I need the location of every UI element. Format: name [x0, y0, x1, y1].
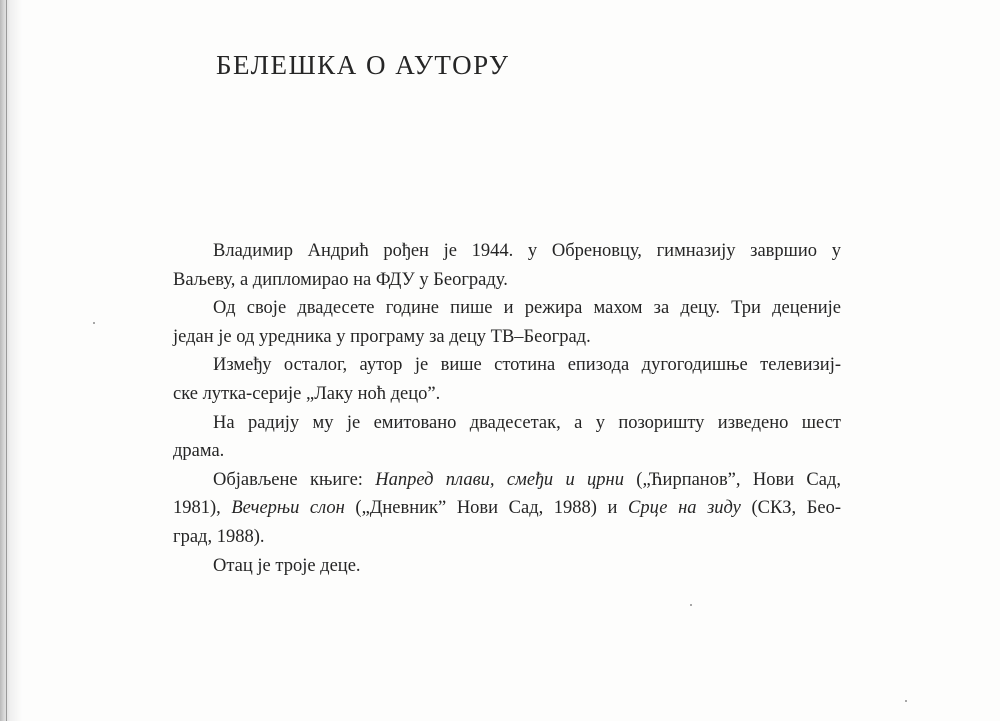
text-line — [173, 494, 841, 523]
text-line: ске лутка-серије „Лаку ноћ децо”. — [173, 383, 441, 404]
text-line: Владимир Андрић рођен је 1944. у Обреновцу, гимназију завршио у — [213, 241, 841, 261]
paragraph-birth — [173, 237, 841, 294]
scan-speck — [905, 700, 907, 702]
book-info: 1981), — [173, 498, 232, 519]
books-intro: Објављене књиге: — [213, 469, 376, 490]
scan-speck — [690, 604, 692, 606]
book-title: Срце на зиду — [628, 498, 741, 519]
page-edge-line — [6, 0, 7, 721]
book-info: („Дневник” Нови Сад, 1988) и — [344, 498, 628, 519]
text-line: један је од уредника у програму за децу ТВ–Београд. — [173, 326, 591, 347]
paragraph-tv-series — [173, 351, 841, 408]
text-line: град, 1988). — [173, 526, 265, 547]
text-line: На радију му је емитовано двадесетак, а у позоришту изведено шест — [213, 412, 841, 433]
paragraph-books — [173, 466, 841, 552]
paragraph-family — [173, 552, 841, 581]
book-info: („Ћирпанов”, Нови Сад, — [623, 469, 842, 490]
page-title: БЕЛЕШКА О АУТОРУ — [216, 50, 510, 80]
text-line — [173, 466, 841, 495]
text-line: драма. — [173, 441, 225, 462]
text-line: Између осталог, аутор је више стотина епизода дугогодишње телевизиј- — [213, 355, 841, 376]
text-line: Отац је троје деце. — [213, 555, 361, 576]
paragraph-radio-theatre — [173, 409, 841, 466]
scan-speck — [93, 322, 95, 324]
book-title: Напред плави, смеђи и црни — [375, 469, 624, 490]
paragraph-career — [173, 294, 841, 351]
page-edge-shadow — [0, 0, 22, 721]
author-note-body — [173, 237, 841, 580]
text-line: Ваљеву, а дипломирао на ФДУ у Београду. — [173, 269, 508, 290]
text-line: Од своје двадесете године пише и режира махом за децу. Три деценије — [213, 298, 841, 319]
book-title: Вечерњи слон — [231, 498, 345, 519]
book-info: (СКЗ, Бео- — [740, 498, 841, 519]
